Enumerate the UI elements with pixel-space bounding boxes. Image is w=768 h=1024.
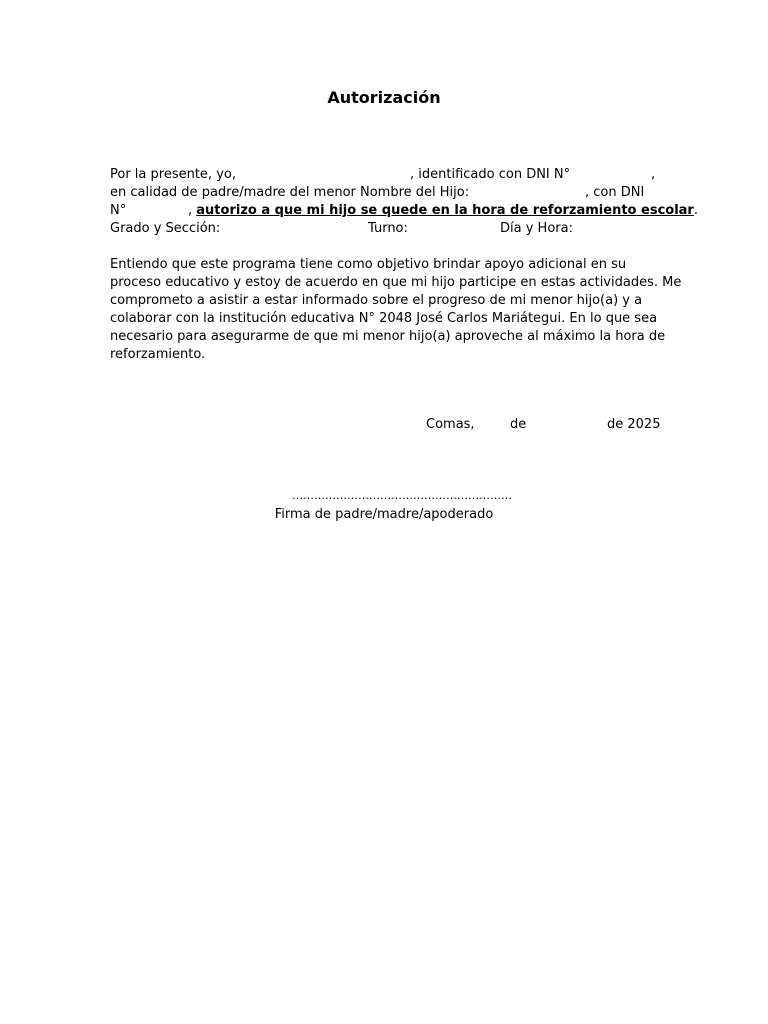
p1-line-1 [110,167,236,182]
p1-l3-b: , [188,203,193,218]
p1-l2-a: en calidad de padre/madre del menor Nombre del Hijo: [110,185,470,200]
date-place: Comas, [426,417,475,432]
p2-line: comprometo a asistir a estar informado sobre el progreso de mi menor hijo(a) y a [110,293,643,308]
paragraph-2 [110,256,682,364]
date-year: de 2025 [607,417,661,432]
p2-line: proceso educativo y estoy de acuerdo en que mi hijo participe en estas actividades. Me [110,275,682,290]
p1-l1-a: Por la presente, yo, [110,167,236,182]
p1-l3-c: . [693,203,698,218]
turno-label: Turno: [368,221,408,236]
authorization-statement: autorizo a que mi hijo se quede en la hora de reforzamiento escolar [196,203,694,218]
date-de: de [510,417,527,432]
p2-line: colaborar con la institución educativa N° 2048 José Carlos Mariátegui. En lo que sea [110,311,658,326]
signature-line: …………………………………………………… [292,489,512,502]
dia-hora-label: Día y Hora: [500,221,573,236]
grado-seccion-label: Grado y Sección: [110,221,221,236]
p1-line-3-rest [188,203,698,218]
signature-label: Firma de padre/madre/apoderado [274,507,494,522]
p1-l1-b: , identificado con DNI N° [410,167,571,182]
document-title: Autorización [327,88,441,107]
p1-l2-b: , con DNI [585,185,645,200]
p2-line: Entiendo que este programa tiene como objetivo brindar apoyo adicional en su [110,257,627,272]
p1-l3-a: N° [110,203,127,218]
p1-l1-c: , [651,167,656,182]
p2-line: necesario para asegurarme de que mi menor hijo(a) aproveche al máximo la hora de [110,329,666,344]
p2-line: reforzamiento. [110,347,206,362]
